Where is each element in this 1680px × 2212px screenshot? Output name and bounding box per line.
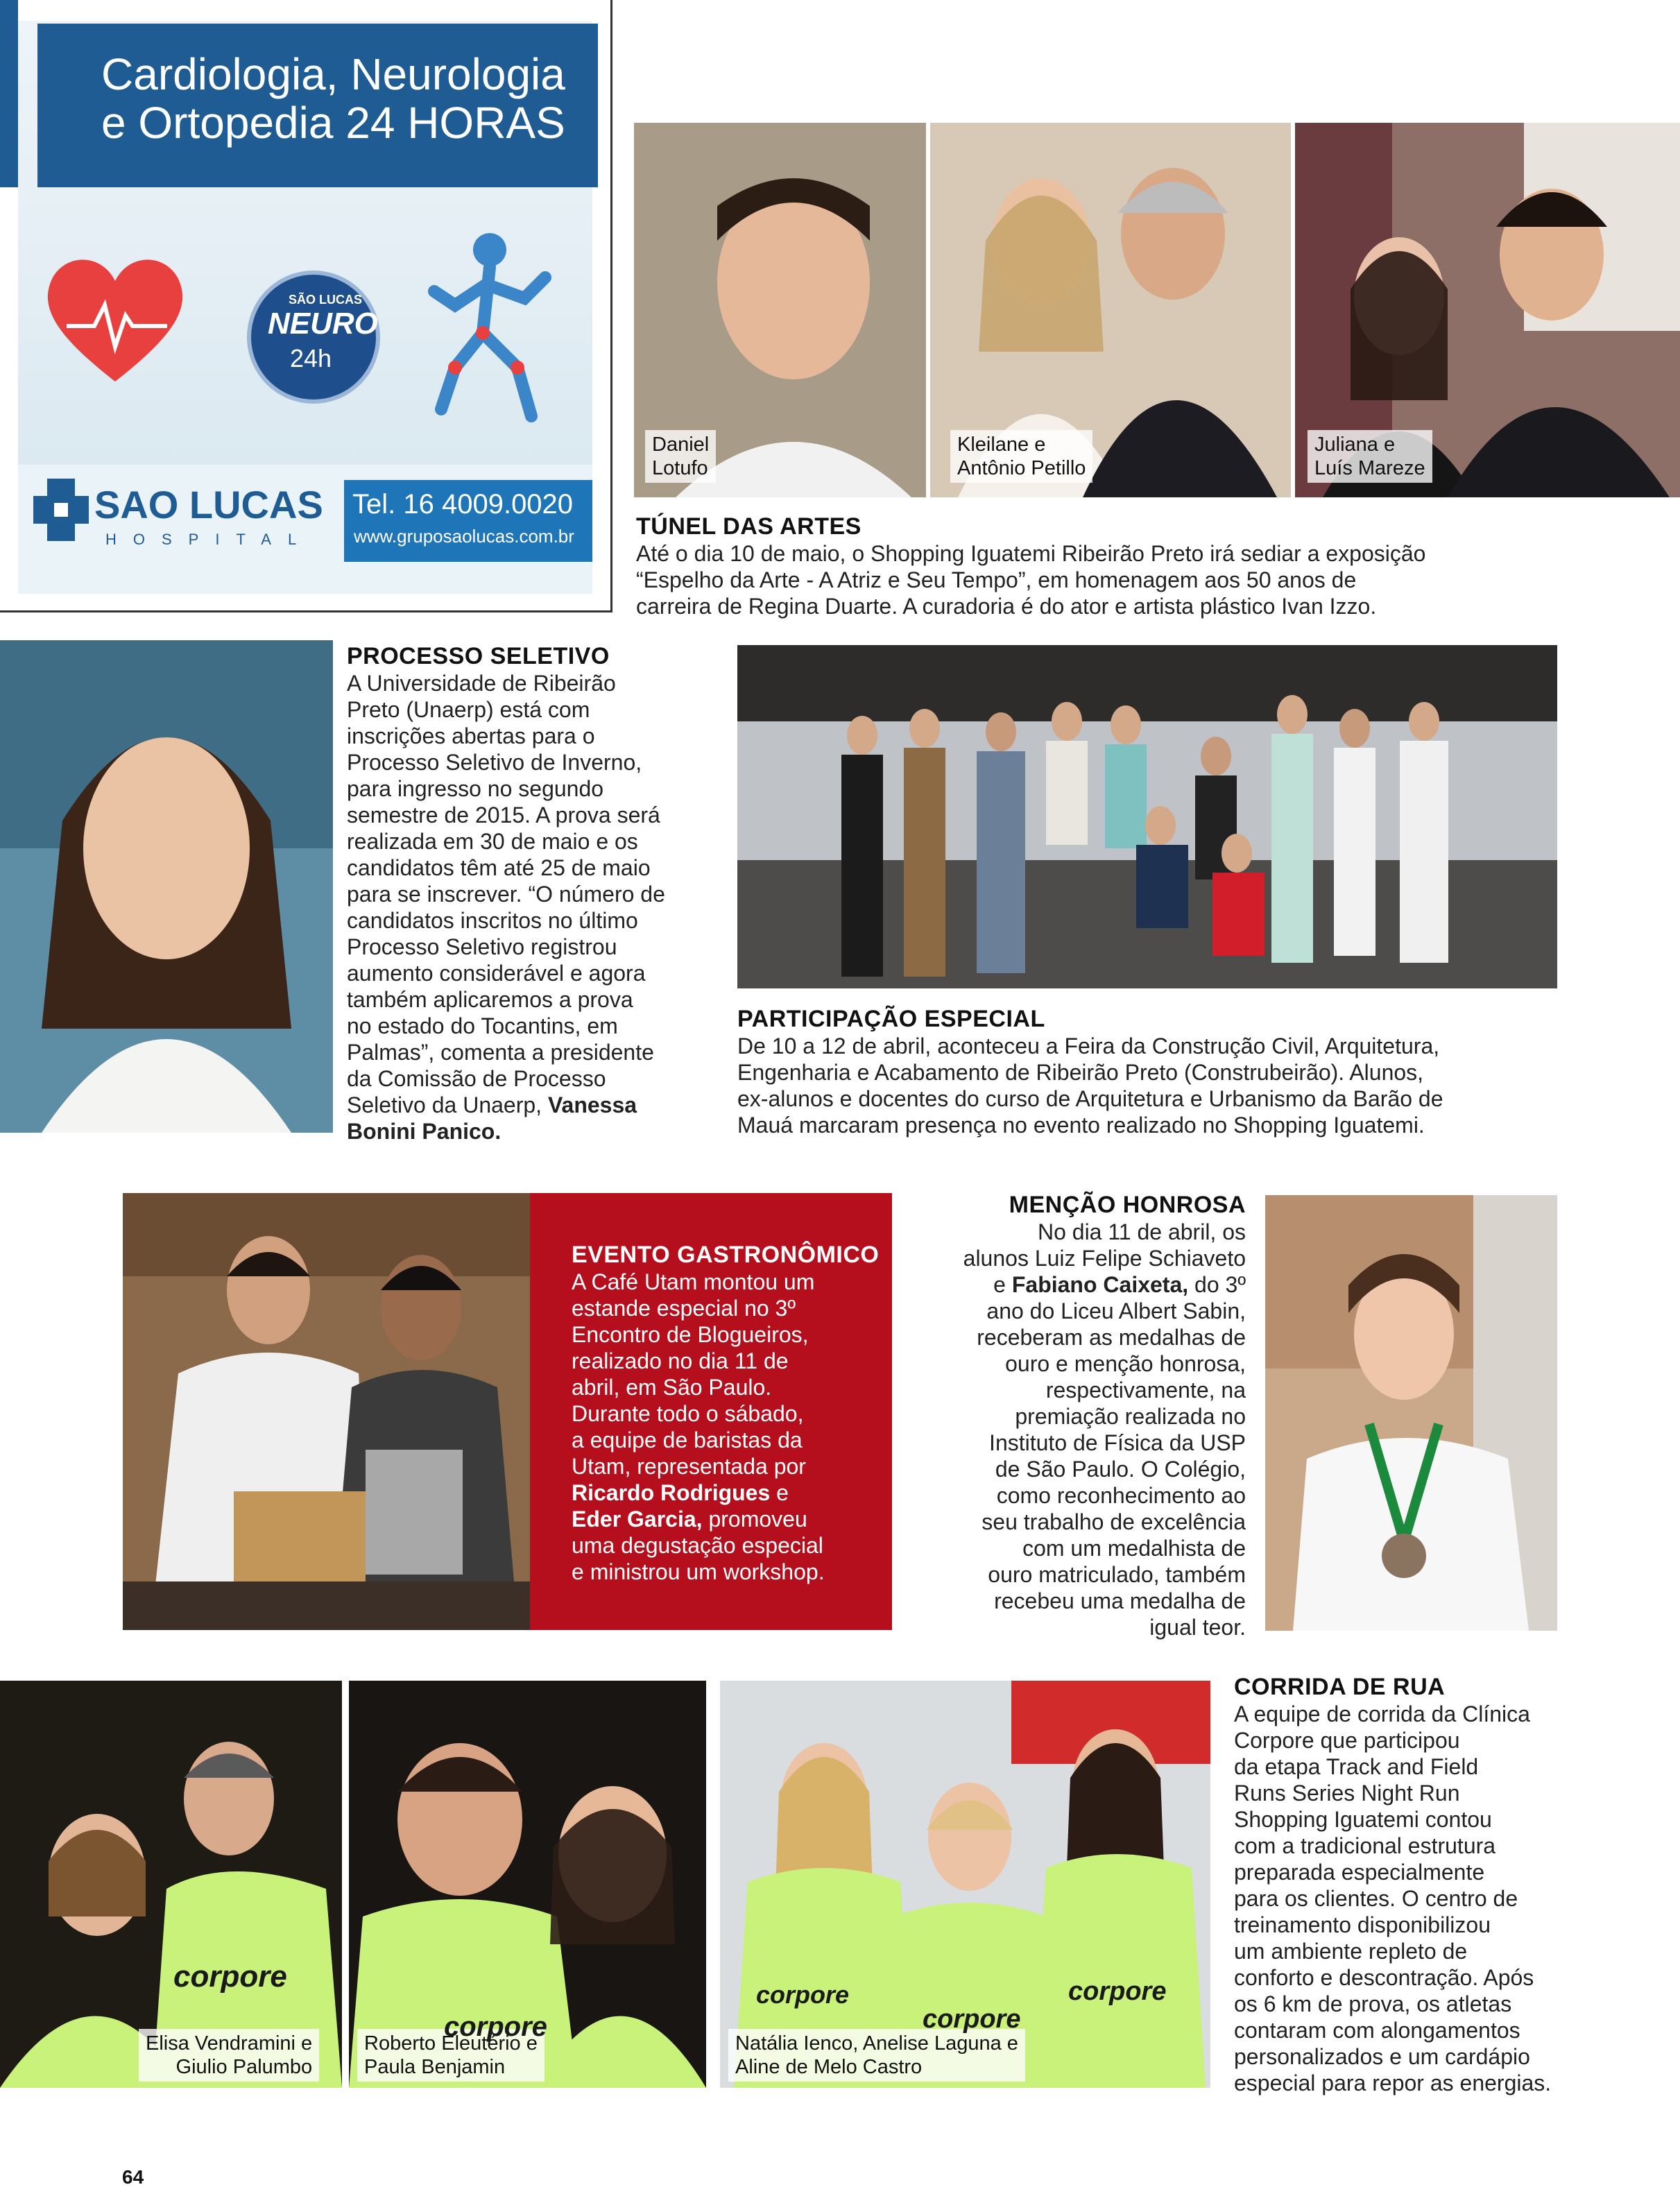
caption-juliana-luis xyxy=(1308,430,1432,483)
caption-line: Antônio Petillo xyxy=(957,457,1086,479)
corrida-line: os 6 km de prova, os atletas xyxy=(1234,1991,1512,2016)
processo-name-bold: Vanessa xyxy=(547,1092,637,1117)
processo-line: candidatos inscritos no último xyxy=(347,908,638,933)
processo-line: no estado do Tocantins, em xyxy=(347,1013,618,1038)
participacao-line: Engenharia e Acabamento de Ribeirão Preto (Construbeirão). Alunos, xyxy=(737,1060,1424,1085)
corrida-line: para os clientes. O centro de xyxy=(1234,1886,1518,1911)
evento-line: abril, em São Paulo. xyxy=(572,1375,772,1400)
corrida-line: personalizados e um cardápio xyxy=(1234,2044,1530,2069)
processo-heading: PROCESSO SELETIVO xyxy=(347,643,610,669)
corpore-shirt-logo: corpore xyxy=(756,1980,850,2009)
evento-line: uma degustação especial xyxy=(572,1533,823,1558)
processo-line: aumento considerável e agora xyxy=(347,961,646,986)
processo-line: para ingresso no segundo xyxy=(347,776,604,801)
tunel-heading: TÚNEL DAS ARTES xyxy=(636,513,862,540)
corpore-shirt-logo: corpore xyxy=(1068,1977,1167,2006)
mencao-line: igual teor. xyxy=(1149,1615,1246,1640)
corrida-de-rua-article xyxy=(1234,1674,1595,2096)
corrida-line: Shopping Iguatemi contou xyxy=(1234,1807,1492,1832)
evento-line: Encontro de Blogueiros, xyxy=(572,1322,809,1347)
mencao-text: e xyxy=(993,1272,1012,1297)
corrida-line: contaram com alongamentos xyxy=(1234,2018,1520,2043)
mencao-line: como reconhecimento ao xyxy=(996,1483,1246,1508)
participacao-line: Mauá marcaram presença no evento realizado no Shopping Iguatemi. xyxy=(737,1113,1425,1138)
evento-line: Utam, representada por xyxy=(572,1454,806,1479)
ad-url: www.gruposaolucas.com.br xyxy=(354,526,574,547)
corrida-line: especial para repor as energias. xyxy=(1234,2070,1552,2095)
mencao-line: com um medalhista de xyxy=(1022,1536,1246,1561)
participacao-article xyxy=(737,1006,1556,1138)
mencao-honrosa-article xyxy=(923,1192,1246,1640)
evento-name-bold: Eder Garcia, xyxy=(572,1507,703,1532)
evento-body xyxy=(572,1269,884,1585)
tunel-line: Até o dia 10 de maio, o Shopping Iguatemi Ribeirão Preto irá sediar a exposição xyxy=(636,541,1426,566)
processo-line: Preto (Unaerp) está com xyxy=(347,697,590,722)
participacao-heading: PARTICIPAÇÃO ESPECIAL xyxy=(737,1006,1045,1032)
corrida-line: com a tradicional estrutura xyxy=(1234,1833,1496,1858)
caption-natalia-anelise-aline xyxy=(728,2029,1025,2082)
corrida-line: preparada especialmente xyxy=(1234,1860,1485,1885)
corpore-shirt-logo: corpore xyxy=(444,2012,547,2042)
evento-line xyxy=(572,1506,884,1532)
photo-elisa-giulio xyxy=(0,1681,342,2088)
caption-line: Lotufo xyxy=(652,457,708,479)
participacao-line: ex-alunos e docentes do curso de Arquitetura e Urbanismo da Barão de xyxy=(737,1086,1443,1111)
evento-text: promoveu xyxy=(702,1507,807,1532)
evento-line: e ministrou um workshop. xyxy=(572,1559,825,1584)
evento-line: estande especial no 3º xyxy=(572,1296,796,1321)
tunel-body xyxy=(636,540,1621,619)
corrida-line: conforto e descontração. Após xyxy=(1234,1965,1534,1990)
caption-line: Aline de Melo Castro xyxy=(735,2056,923,2078)
corrida-body xyxy=(1234,1701,1595,2096)
mencao-line: respectivamente, na xyxy=(1045,1378,1246,1403)
corrida-line: A equipe de corrida da Clínica xyxy=(1234,1701,1530,1726)
caption-line: Paula Benjamin xyxy=(364,2056,506,2078)
processo-line: A Universidade de Ribeirão xyxy=(347,671,616,696)
processo-line: Processo Seletivo de Inverno, xyxy=(347,750,642,775)
mencao-line: ouro matriculado, também xyxy=(988,1562,1246,1587)
corrida-heading: CORRIDA DE RUA xyxy=(1234,1674,1446,1700)
mencao-line: de São Paulo. O Colégio, xyxy=(995,1457,1246,1482)
mencao-line: premiação realizada no xyxy=(1015,1404,1246,1429)
caption-line: Roberto Eleutério e xyxy=(364,2032,538,2055)
caption-line: Juliana e xyxy=(1314,434,1396,456)
processo-name-bold: Bonini Panico. xyxy=(347,1119,502,1144)
mencao-line: ouro e menção honrosa, xyxy=(1005,1351,1246,1376)
evento-heading: EVENTO GASTRONÔMICO xyxy=(572,1242,880,1268)
corrida-line: um ambiente repleto de xyxy=(1234,1939,1468,1964)
evento-gastronomico-box xyxy=(530,1193,892,1630)
mencao-text: do 3º xyxy=(1188,1272,1246,1297)
tunel-line: carreira de Regina Duarte. A curadoria é do ator e artista plástico Ivan Izzo. xyxy=(636,594,1377,619)
participacao-line: De 10 a 12 de abril, aconteceu a Feira da Construção Civil, Arquitetura, xyxy=(737,1034,1440,1058)
cross-logo-icon xyxy=(33,479,89,541)
corpore-shirt-logo: corpore xyxy=(173,1960,287,1994)
corpore-shirt-logo: corpore xyxy=(923,2005,1021,2034)
caption-line: Giulio Palumbo xyxy=(175,2056,313,2078)
corrida-line: Corpore que participou xyxy=(1234,1728,1460,1753)
corrida-line: da etapa Track and Field xyxy=(1234,1754,1479,1779)
evento-line: A Café Utam montou um xyxy=(572,1269,815,1294)
processo-line xyxy=(347,1092,673,1118)
mencao-heading: MENÇÃO HONROSA xyxy=(1009,1192,1246,1218)
photo-vanessa-bonini xyxy=(0,640,333,1133)
caption-line: Luís Mareze xyxy=(1314,457,1425,479)
tunel-line: “Espelho da Arte - A Atriz e Seu Tempo”, em homenagem aos 50 anos de xyxy=(636,567,1357,592)
evento-line: a equipe de baristas da xyxy=(572,1427,803,1452)
caption-line: Natália Ienco, Anelise Laguna e xyxy=(735,2032,1018,2055)
mencao-line: Instituto de Física da USP xyxy=(989,1430,1246,1455)
mencao-line: recebeu uma medalha de xyxy=(994,1588,1246,1613)
ad-telephone: Tel. 16 4009.0020 xyxy=(352,489,574,520)
runner-skeleton-icon xyxy=(413,229,566,437)
caption-line: Kleilane e xyxy=(957,434,1046,456)
hospital-advertisement xyxy=(0,0,612,612)
caption-kleilane-antonio xyxy=(950,430,1092,483)
mencao-name-bold: Fabiano Caixeta, xyxy=(1011,1272,1189,1297)
page-number: 64 xyxy=(122,2166,144,2188)
processo-line: inscrições abertas para o xyxy=(347,723,595,748)
photo-cafe-utam-baristas xyxy=(123,1193,532,1630)
mencao-line: receberam as medalhas de xyxy=(977,1325,1246,1350)
ad-title-line-1: Cardiologia, Neurologia xyxy=(101,49,565,99)
evento-line: realizado no dia 11 de xyxy=(572,1348,789,1373)
mencao-line xyxy=(923,1271,1246,1298)
mencao-line: No dia 11 de abril, os xyxy=(1037,1219,1246,1244)
caption-elisa-giulio xyxy=(139,2029,319,2082)
processo-seletivo-article xyxy=(347,643,673,1144)
ad-side-band xyxy=(0,0,18,187)
tunel-das-artes-article xyxy=(636,513,1621,619)
processo-text: Seletivo da Unaerp, xyxy=(347,1092,542,1117)
processo-body xyxy=(347,670,673,1144)
mencao-body xyxy=(923,1219,1246,1640)
neuro-badge-small: SÃO LUCAS xyxy=(289,293,363,307)
processo-line: semestre de 2015. A prova será xyxy=(347,803,660,828)
ad-brand: SAO LUCAS xyxy=(94,483,323,526)
processo-line: candidatos têm até 25 de maio xyxy=(347,855,651,880)
mencao-line: alunos Luiz Felipe Schiaveto xyxy=(963,1246,1246,1271)
photo-student-medal xyxy=(1265,1195,1557,1631)
processo-line: da Comissão de Processo xyxy=(347,1066,606,1091)
ad-brand-sub: HOSPITAL xyxy=(105,531,314,548)
evento-line: Durante todo o sábado, xyxy=(572,1401,804,1426)
mencao-line: seu trabalho de excelência xyxy=(982,1509,1246,1534)
caption-daniel-lotufo xyxy=(645,430,716,483)
processo-line: Processo Seletivo registrou xyxy=(347,934,617,959)
photo-construbeirao-group xyxy=(737,645,1557,988)
processo-line: também aplicaremos a prova xyxy=(347,987,633,1012)
ad-panel xyxy=(18,21,592,594)
evento-line xyxy=(572,1480,884,1506)
mencao-line: ano do Liceu Albert Sabin, xyxy=(986,1298,1246,1323)
caption-line: Daniel xyxy=(652,434,710,456)
neuro-badge-text: NEURO xyxy=(268,307,378,341)
caption-line: Elisa Vendramini e xyxy=(146,2032,313,2055)
heart-icon xyxy=(39,250,191,388)
ad-title xyxy=(101,50,565,147)
processo-line: realizada em 30 de maio e os xyxy=(347,829,638,854)
participacao-body xyxy=(737,1033,1556,1138)
ad-title-line-2: e Ortopedia 24 HORAS xyxy=(101,98,565,148)
evento-text: e xyxy=(770,1480,789,1505)
processo-line: para se inscrever. “O número de xyxy=(347,882,665,907)
processo-line xyxy=(347,1118,673,1144)
evento-name-bold: Ricardo Rodrigues xyxy=(572,1480,771,1505)
neuro-badge-hours: 24h xyxy=(290,344,332,372)
corrida-line: treinamento disponibilizou xyxy=(1234,1912,1491,1937)
corrida-line: Runs Series Night Run xyxy=(1234,1781,1460,1806)
processo-line: Palmas”, comenta a presidente xyxy=(347,1040,654,1065)
